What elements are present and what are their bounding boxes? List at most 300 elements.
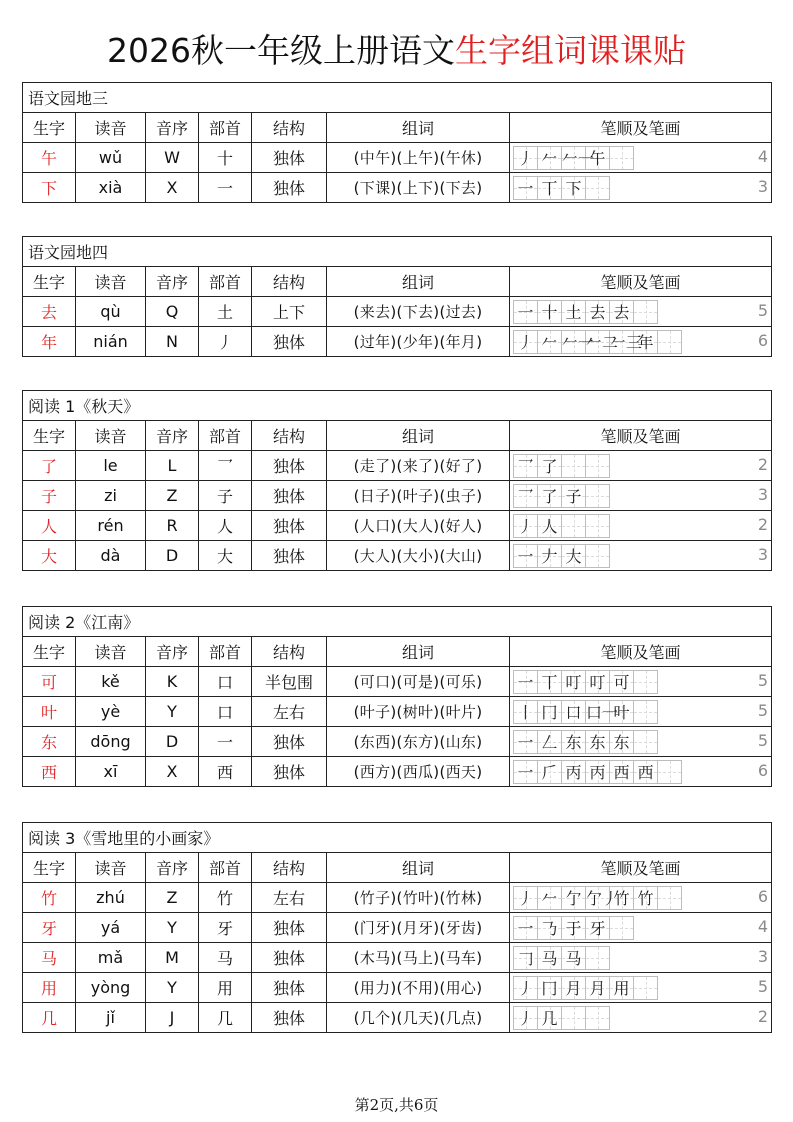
structure-cell: 独体	[252, 973, 327, 1003]
stroke-box	[633, 300, 658, 324]
stroke-box	[609, 330, 643, 354]
stroke-step: 丿	[517, 333, 534, 352]
stroke-box	[513, 176, 538, 200]
stroke-box	[633, 976, 658, 1000]
table-row	[23, 1003, 772, 1033]
initial-letter-cell: Y	[146, 913, 199, 943]
stroke-step: 一	[517, 303, 534, 322]
radical-cell: 子	[199, 481, 252, 511]
stroke-box	[585, 1006, 610, 1030]
stroke-step: 𠄎	[541, 919, 558, 938]
stroke-order-cell	[510, 173, 772, 203]
stroke-box	[561, 484, 586, 508]
section-title: 语文园地四	[23, 237, 772, 267]
stroke-box	[513, 514, 538, 538]
word-group-cell: (竹子)(竹叶)(竹林)	[327, 883, 510, 913]
stroke-step: 𠂉一	[562, 149, 595, 168]
stroke-box	[609, 700, 634, 724]
stroke-step: 东	[589, 733, 606, 752]
stroke-step: 冂	[541, 979, 558, 998]
stroke-box	[513, 946, 538, 970]
page-title-main: 2026秋一年级上册语文	[107, 31, 455, 70]
word-group-cell: (下课)(上下)(下去)	[327, 173, 510, 203]
initial-letter-cell: Z	[146, 883, 199, 913]
pinyin-cell: nián	[76, 327, 146, 357]
stroke-box	[561, 760, 586, 784]
stroke-step: 可	[613, 673, 630, 692]
structure-cell: 独体	[252, 1003, 327, 1033]
stroke-box	[585, 146, 610, 170]
stroke-box	[513, 300, 538, 324]
pinyin-cell: zi	[76, 481, 146, 511]
column-header: 音序	[146, 113, 199, 143]
stroke-grid	[513, 514, 610, 538]
pinyin-cell: rén	[76, 511, 146, 541]
stroke-box	[609, 760, 634, 784]
stroke-grid	[513, 300, 658, 324]
stroke-grid	[513, 760, 682, 784]
stroke-box	[609, 916, 634, 940]
stroke-box	[585, 176, 610, 200]
word-group-cell: (门牙)(月牙)(牙齿)	[327, 913, 510, 943]
column-header: 音序	[146, 637, 199, 667]
stroke-step: 𠃌	[517, 949, 534, 968]
stroke-step: 十	[541, 303, 558, 322]
structure-cell: 独体	[252, 541, 327, 571]
stroke-box	[609, 886, 634, 910]
stroke-grid	[513, 670, 658, 694]
radical-cell: 一	[199, 727, 252, 757]
word-group-cell: (日子)(叶子)(虫子)	[327, 481, 510, 511]
table-row	[23, 973, 772, 1003]
stroke-box	[537, 146, 562, 170]
table-row	[23, 667, 772, 697]
stroke-box	[585, 760, 610, 784]
stroke-order-cell	[510, 481, 772, 511]
stroke-box	[561, 146, 595, 170]
stroke-step: 𠂇	[541, 547, 558, 566]
stroke-step: 马	[541, 949, 558, 968]
stroke-grid	[513, 700, 658, 724]
stroke-order-cell	[510, 451, 772, 481]
stroke-box	[633, 886, 658, 910]
stroke-box	[513, 730, 538, 754]
stroke-box	[561, 670, 586, 694]
new-character: 用	[23, 973, 76, 1003]
radical-cell: 土	[199, 297, 252, 327]
stroke-step: 土	[565, 303, 582, 322]
stroke-box	[537, 1006, 562, 1030]
table-row	[23, 913, 772, 943]
structure-cell: 独体	[252, 913, 327, 943]
column-header: 笔顺及笔画	[510, 853, 772, 883]
stroke-box	[513, 976, 538, 1000]
stroke-count: 5	[757, 671, 769, 690]
word-group-cell: (用力)(不用)(用心)	[327, 973, 510, 1003]
stroke-step: 年	[637, 333, 654, 352]
stroke-order-cell	[510, 727, 772, 757]
new-character: 人	[23, 511, 76, 541]
table-row	[23, 511, 772, 541]
new-character: 了	[23, 451, 76, 481]
stroke-step: 用	[613, 979, 630, 998]
table-row	[23, 481, 772, 511]
stroke-order-cell	[510, 757, 772, 787]
stroke-box	[513, 484, 538, 508]
stroke-box	[585, 916, 610, 940]
stroke-step: 一	[517, 179, 534, 198]
page-title-highlight: 生字组词课课贴	[454, 31, 686, 70]
stroke-step: 丿	[517, 149, 534, 168]
pinyin-cell: le	[76, 451, 146, 481]
new-character: 大	[23, 541, 76, 571]
column-header: 组词	[327, 421, 510, 451]
stroke-grid	[513, 916, 634, 940]
structure-cell: 独体	[252, 727, 327, 757]
new-character: 叶	[23, 697, 76, 727]
new-character: 竹	[23, 883, 76, 913]
stroke-box	[561, 300, 586, 324]
stroke-step: 月	[589, 979, 606, 998]
stroke-grid	[513, 544, 610, 568]
stroke-count: 2	[757, 1007, 769, 1026]
stroke-box	[513, 700, 538, 724]
stroke-box	[513, 670, 538, 694]
column-header: 生字	[23, 113, 76, 143]
stroke-step: 冂	[541, 703, 558, 722]
radical-cell: 大	[199, 541, 252, 571]
stroke-grid	[513, 330, 682, 354]
pinyin-cell: wǔ	[76, 143, 146, 173]
stroke-grid	[513, 886, 682, 910]
table-row	[23, 883, 772, 913]
column-header: 组词	[327, 267, 510, 297]
stroke-count: 4	[757, 917, 769, 936]
section-title: 语文园地三	[23, 83, 772, 113]
stroke-step: 丅	[541, 179, 558, 198]
stroke-box	[585, 330, 619, 354]
column-header: 生字	[23, 421, 76, 451]
initial-letter-cell: Y	[146, 973, 199, 1003]
word-group-cell: (几个)(几天)(几点)	[327, 1003, 510, 1033]
initial-letter-cell: D	[146, 727, 199, 757]
section-table	[22, 822, 772, 1033]
stroke-count: 5	[757, 731, 769, 750]
stroke-order-cell	[510, 511, 772, 541]
stroke-box	[513, 760, 538, 784]
column-header: 部首	[199, 421, 252, 451]
column-header: 部首	[199, 853, 252, 883]
initial-letter-cell: K	[146, 667, 199, 697]
section-title: 阅读 1《秋天》	[23, 391, 772, 421]
stroke-box	[513, 454, 538, 478]
stroke-box	[585, 730, 610, 754]
column-header: 读音	[76, 267, 146, 297]
column-header: 读音	[76, 853, 146, 883]
column-header: 笔顺及笔画	[510, 267, 772, 297]
column-header: 读音	[76, 113, 146, 143]
stroke-step: 了	[541, 457, 558, 476]
radical-cell: 口	[199, 667, 252, 697]
stroke-step: 月	[565, 979, 582, 998]
stroke-box	[585, 700, 619, 724]
word-group-cell: (大人)(大小)(大山)	[327, 541, 510, 571]
stroke-box	[609, 146, 634, 170]
column-header: 笔顺及笔画	[510, 421, 772, 451]
stroke-step: 叮	[589, 673, 606, 692]
column-header: 部首	[199, 267, 252, 297]
column-header: 笔顺及笔画	[510, 637, 772, 667]
pinyin-cell: kě	[76, 667, 146, 697]
new-character: 东	[23, 727, 76, 757]
stroke-step: 子	[565, 487, 582, 506]
structure-cell: 独体	[252, 481, 327, 511]
table-row	[23, 697, 772, 727]
stroke-step: 人	[541, 517, 558, 536]
stroke-count: 6	[757, 887, 769, 906]
stroke-order-cell	[510, 973, 772, 1003]
stroke-box	[561, 1006, 586, 1030]
word-group-cell: (中午)(上午)(午休)	[327, 143, 510, 173]
stroke-step: 竹	[613, 889, 630, 908]
pinyin-cell: qù	[76, 297, 146, 327]
new-character: 午	[23, 143, 76, 173]
section-table	[22, 236, 772, 357]
stroke-box	[513, 916, 538, 940]
initial-letter-cell: N	[146, 327, 199, 357]
stroke-box	[537, 544, 562, 568]
word-group-cell: (可口)(可是)(可乐)	[327, 667, 510, 697]
stroke-count: 4	[757, 147, 769, 166]
stroke-box	[561, 946, 586, 970]
stroke-step: 一	[517, 733, 534, 752]
structure-cell: 左右	[252, 883, 327, 913]
stroke-step: 口	[565, 703, 582, 722]
stroke-box	[537, 700, 562, 724]
structure-cell: 独体	[252, 757, 327, 787]
stroke-grid	[513, 946, 610, 970]
stroke-step: 于	[565, 919, 582, 938]
new-character: 几	[23, 1003, 76, 1033]
column-header: 生字	[23, 637, 76, 667]
stroke-grid	[513, 1006, 610, 1030]
stroke-order-cell	[510, 883, 772, 913]
stroke-box	[537, 514, 562, 538]
stroke-order-cell	[510, 943, 772, 973]
stroke-count: 5	[757, 701, 769, 720]
page-footer: 第2页,共6页	[354, 1096, 439, 1114]
stroke-step: 叮	[565, 673, 582, 692]
initial-letter-cell: Y	[146, 697, 199, 727]
initial-letter-cell: L	[146, 451, 199, 481]
stroke-count: 2	[757, 515, 769, 534]
pinyin-cell: dà	[76, 541, 146, 571]
column-header: 组词	[327, 113, 510, 143]
stroke-count: 5	[757, 977, 769, 996]
stroke-box	[561, 976, 586, 1000]
stroke-step: 丙	[589, 763, 606, 782]
stroke-step: 乛	[517, 457, 534, 476]
stroke-box	[561, 700, 586, 724]
word-group-cell: (木马)(马上)(马车)	[327, 943, 510, 973]
stroke-box	[633, 670, 658, 694]
stroke-box	[537, 484, 562, 508]
radical-cell: 人	[199, 511, 252, 541]
initial-letter-cell: X	[146, 757, 199, 787]
stroke-step: 东	[565, 733, 582, 752]
column-header: 组词	[327, 853, 510, 883]
table-row	[23, 727, 772, 757]
stroke-step: 𠂉二	[586, 333, 619, 352]
stroke-grid	[513, 454, 610, 478]
column-header: 结构	[252, 853, 327, 883]
stroke-box	[537, 946, 562, 970]
stroke-step: 亇丿	[586, 889, 619, 908]
stroke-step: 亇	[565, 889, 582, 908]
stroke-step: 口一	[586, 703, 619, 722]
stroke-step: 牙	[589, 919, 606, 938]
stroke-box	[561, 886, 586, 910]
column-header: 音序	[146, 853, 199, 883]
stroke-box	[585, 300, 610, 324]
stroke-box	[513, 1006, 538, 1030]
stroke-box	[513, 146, 538, 170]
column-header: 组词	[327, 637, 510, 667]
radical-cell: 几	[199, 1003, 252, 1033]
stroke-step: 一	[517, 763, 534, 782]
table-row	[23, 327, 772, 357]
section-table	[22, 390, 772, 571]
stroke-box	[537, 976, 562, 1000]
stroke-step: 叶	[613, 703, 630, 722]
stroke-box	[585, 514, 610, 538]
stroke-box	[633, 760, 658, 784]
stroke-box	[609, 976, 634, 1000]
pinyin-cell: xià	[76, 173, 146, 203]
pinyin-cell: jǐ	[76, 1003, 146, 1033]
table-row	[23, 541, 772, 571]
stroke-box	[585, 886, 619, 910]
table-row	[23, 451, 772, 481]
structure-cell: 独体	[252, 943, 327, 973]
stroke-box	[609, 300, 634, 324]
new-character: 牙	[23, 913, 76, 943]
stroke-step: 𠂆	[541, 763, 558, 782]
column-header: 部首	[199, 637, 252, 667]
stroke-box	[657, 886, 682, 910]
stroke-box	[657, 330, 682, 354]
stroke-order-cell	[510, 913, 772, 943]
column-header: 笔顺及笔画	[510, 113, 772, 143]
stroke-order-cell	[510, 297, 772, 327]
stroke-box	[513, 544, 538, 568]
stroke-box	[585, 976, 610, 1000]
radical-cell: 十	[199, 143, 252, 173]
stroke-box	[561, 544, 586, 568]
structure-cell: 半包围	[252, 667, 327, 697]
section-table	[22, 606, 772, 787]
stroke-grid	[513, 146, 634, 170]
stroke-box	[633, 330, 658, 354]
radical-cell: 竹	[199, 883, 252, 913]
stroke-box	[585, 670, 610, 694]
stroke-box	[537, 730, 562, 754]
structure-cell: 左右	[252, 697, 327, 727]
stroke-box	[537, 916, 562, 940]
new-character: 年	[23, 327, 76, 357]
stroke-box	[633, 730, 658, 754]
structure-cell: 独体	[252, 511, 327, 541]
stroke-box	[609, 730, 634, 754]
stroke-box	[609, 670, 634, 694]
column-header: 读音	[76, 421, 146, 451]
column-header: 结构	[252, 637, 327, 667]
stroke-step: 东	[613, 733, 630, 752]
page-title	[0, 28, 793, 74]
stroke-step: 𠂉	[541, 333, 558, 352]
radical-cell: 西	[199, 757, 252, 787]
table-row	[23, 173, 772, 203]
stroke-box	[561, 454, 586, 478]
word-group-cell: (来去)(下去)(过去)	[327, 297, 510, 327]
stroke-box	[537, 454, 562, 478]
structure-cell: 上下	[252, 297, 327, 327]
stroke-count: 2	[757, 455, 769, 474]
column-header: 结构	[252, 113, 327, 143]
stroke-step: 𠂉	[541, 149, 558, 168]
stroke-step: 一	[517, 673, 534, 692]
stroke-step: 丙	[565, 763, 582, 782]
stroke-order-cell	[510, 327, 772, 357]
stroke-box	[513, 886, 538, 910]
word-group-cell: (东西)(东方)(山东)	[327, 727, 510, 757]
stroke-count: 3	[757, 545, 769, 564]
stroke-box	[561, 514, 586, 538]
initial-letter-cell: Z	[146, 481, 199, 511]
pinyin-cell: mǎ	[76, 943, 146, 973]
stroke-step: 一	[517, 547, 534, 566]
stroke-step: 丿	[517, 889, 534, 908]
new-character: 下	[23, 173, 76, 203]
stroke-step: 𠂉一	[562, 333, 595, 352]
word-group-cell: (过年)(少年)(年月)	[327, 327, 510, 357]
stroke-grid	[513, 976, 658, 1000]
word-group-cell: (走了)(来了)(好了)	[327, 451, 510, 481]
radical-cell: 牙	[199, 913, 252, 943]
table-row	[23, 943, 772, 973]
stroke-step: 去	[589, 303, 606, 322]
stroke-step: 几	[541, 1009, 558, 1028]
stroke-box	[537, 330, 562, 354]
stroke-step: 𠂉	[541, 889, 558, 908]
stroke-order-cell	[510, 667, 772, 697]
pinyin-cell: zhú	[76, 883, 146, 913]
stroke-step: 一	[517, 919, 534, 938]
initial-letter-cell: X	[146, 173, 199, 203]
stroke-box	[585, 946, 610, 970]
radical-cell: 乛	[199, 451, 252, 481]
structure-cell: 独体	[252, 451, 327, 481]
column-header: 结构	[252, 267, 327, 297]
stroke-step: 西	[613, 763, 630, 782]
radical-cell: 马	[199, 943, 252, 973]
stroke-box	[561, 330, 595, 354]
stroke-step: 乛	[517, 487, 534, 506]
new-character: 去	[23, 297, 76, 327]
section-title: 阅读 2《江南》	[23, 607, 772, 637]
column-header: 生字	[23, 853, 76, 883]
stroke-grid	[513, 730, 658, 754]
